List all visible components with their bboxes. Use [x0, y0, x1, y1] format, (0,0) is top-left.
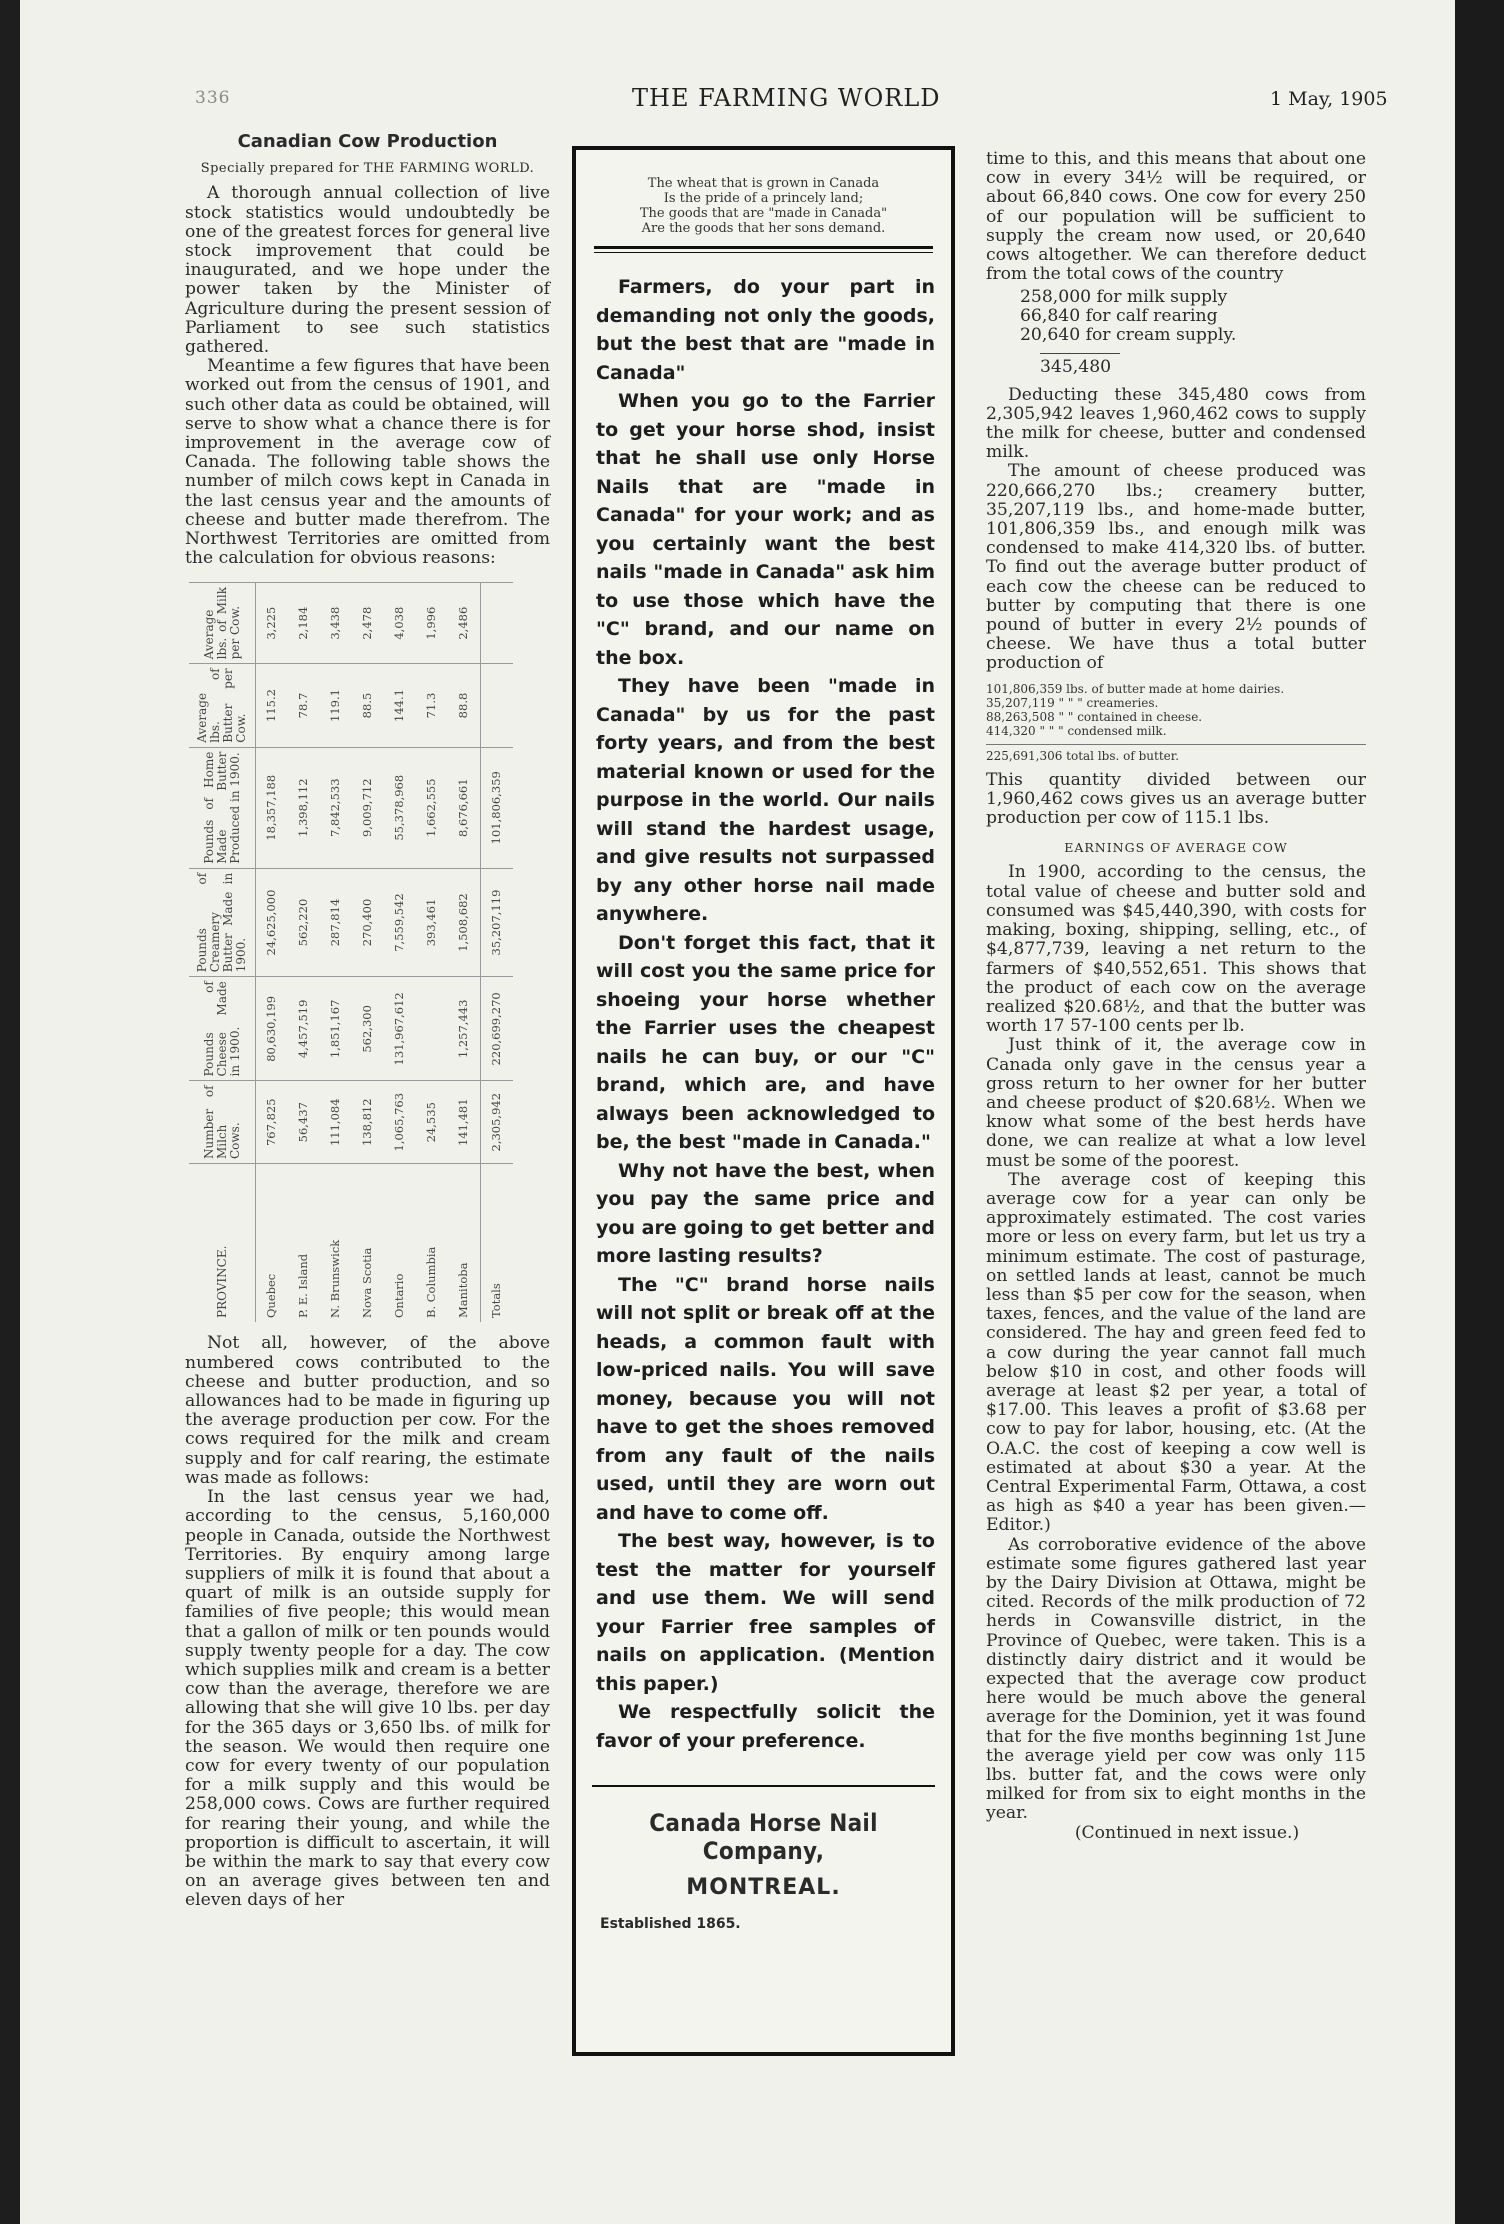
article-paragraph: A thorough annual collection of live stock statistics would undoubtedly be one of the greatest forces for general live stock improvement that could be inaugurated, and we hope under the power taken by the Minister of Agriculture during the present session of Parliament to see such statistics gathered.: [185, 183, 550, 358]
ad-paragraph: When you go to the Farrier to get your horse shod, insist that he shall use only Horse Nails that are "made in Canada" for your work; and as you certainly want the best nails "made in Canada" ask him to use those which have the "C" brand, and our name on the box.: [596, 390, 935, 669]
table-row: B. Columbia 24,535 393,461 1,662,555 71.3 1,996: [416, 583, 448, 1323]
article-subtitle: Specially prepared for THE FARMING WORLD.: [200, 161, 535, 177]
article-paragraph: In the last census year we had, according to the census, 5,160,000 people in Canada, outside the Northwest Territories. By enquiry among large suppliers of milk it is found that about a quart of milk is an outside supply for families of five people; this would mean that a gallon of milk or ten pounds would supply twenty people for a day. The cow which supplies milk and cream is a better cow than the average, therefore we are allowing that she will give 10 lbs. per day for the 365 days or 3,650 lbs. of milk for the season. We would then require one cow for every twenty of our population for a milk supply and this would be 258,000 cows. Cows are further required for rearing their young, and while the proportion is difficult to ascertain, it will be within the mark to say that every cow on an average gives between ten and eleven days of her: [185, 1487, 550, 1911]
article-column-1: [185, 132, 550, 1911]
deduction-list: [1020, 288, 1366, 345]
article-paragraph: Meantime a few figures that have been worked out from the census of 1901, and such other data as could be obtained, will serve to show what a chance there is for improvement in the average cow of Canada. The following table shows the number of milch cows kept in Canada in the last census year and the amounts of cheese and butter made therefrom. The Northwest Territories are omitted from the calculation for obvious reasons:: [185, 356, 550, 569]
ad-paragraph: Don't forget this fact, that it will cost you the same price for shoeing your horse whether the Farrier uses the cheapest nails he can buy, or our "C" brand, which are, and have always been acknowledged to be, the best "made in Canada.": [596, 931, 935, 1153]
ad-body: [596, 273, 935, 1755]
running-header: [20, 84, 1455, 128]
newspaper-page: [20, 0, 1455, 2224]
table-row: Nova Scotia 138,812 562,300 270,400 9,009,712 88.5 2,478: [352, 583, 384, 1323]
table-header: Average lbs. of Butter per Cow.: [189, 664, 256, 747]
list-item: 88,263,508 " " contained in cheese.: [986, 709, 1203, 724]
list-item: 258,000 for milk supply: [1020, 287, 1228, 308]
table-header: Pounds of Home Made Butter Produced in 1900.: [189, 748, 256, 869]
butter-total: 225,691,306 total lbs. of butter.: [986, 744, 1366, 763]
page-number: 336: [195, 88, 231, 108]
article-paragraph: Not all, however, of the above numbered cows contributed to the cheese and butter production, and so allowances had to be made in figuring up the average production per cow. For the cows required for the milk and cream supply and for calf rearing, the estimate was made as follows:: [185, 1333, 550, 1488]
ad-established: Established 1865.: [600, 1916, 741, 1932]
section-heading: EARNINGS OF AVERAGE COW: [1064, 840, 1288, 856]
production-table: [189, 582, 549, 1322]
ad-paragraph: Farmers, do your part in demanding not only the goods, but the best that are "made in Canada": [596, 276, 935, 384]
list-item: 101,806,359 lbs. of butter made at home dairies.: [986, 681, 1285, 696]
issue-date: 1 May, 1905: [1270, 88, 1388, 110]
table-total-row: Totals 2,305,942 220,699,270 35,207,119 101,806,359: [481, 583, 514, 1323]
ad-poem: The wheat that is grown in Canada Is the pride of a princely land; The goods that are "made in Canada" Are the goods that her sons demand.: [639, 176, 888, 236]
deduction-total: 345,480: [1040, 353, 1120, 377]
article-column-3: [986, 150, 1366, 1843]
article-paragraph: Just think of it, the average cow in Canada only gave in the census year a gross return to her owner for her butter and cheese product of $20.68½. When we know what some of the best herds have done, we can realize at what a low level must be some of the poorest.: [986, 1035, 1366, 1171]
table-header: Average lbs. of Milk per Cow.: [189, 583, 256, 664]
article-paragraph: In 1900, according to the census, the total value of cheese and butter sold and consumed was $45,440,390, with costs for making, boxing, shipping, selling, etc., of $4,877,739, leaving a net return to the farmers of $40,552,651. This shows that the product of each cow on the average realized $20.68½, and that the butter was worth 17 57-100 cents per lb.: [986, 862, 1366, 1037]
ad-paragraph: We respectfully solicit the favor of your preference.: [596, 1701, 935, 1752]
table-row: P. E. Island 56,437 4,457,519 562,220 1,398,112 78.7 2,184: [288, 583, 320, 1323]
article-title: Canadian Cow Production: [237, 131, 498, 152]
ad-paragraph: The best way, however, is to test the matter for yourself and use them. We will send your Farrier free samples of nails on application. (Mention this paper.): [596, 1530, 935, 1695]
ad-city: MONTREAL.: [686, 1875, 841, 1900]
list-item: 414,320 " " " condensed milk.: [986, 723, 1167, 738]
butter-breakdown: [986, 682, 1366, 763]
ad-paragraph: The "C" brand horse nails will not split or break off at the heads, a common fault with low-priced nails. You will save money, because you will not have to get the shoes removed from any fault of the nails used, until they are worn out and have to come off.: [596, 1273, 935, 1524]
table-row: Quebec 767,825 80,630,199 24,625,000 18,357,188 115.2 3,225: [256, 583, 289, 1323]
publication-title: THE FARMING WORLD: [632, 84, 941, 112]
ad-double-rule: [594, 246, 933, 253]
list-item: 35,207,119 " " " creameries.: [986, 695, 1159, 710]
table-header: Pounds of Cheese Made in 1900.: [189, 977, 256, 1081]
table-header: PROVINCE.: [189, 1164, 256, 1323]
table-row: Ontario 1,065,763 131,967,612 7,559,542 55,378,968 144.1 4,038: [384, 583, 416, 1323]
article-paragraph: The amount of cheese produced was 220,666,270 lbs.; creamery butter, 35,207,119 lbs., and home-made butter, 101,806,359 lbs., and enough milk was condensed to make 414,320 lbs. of butter. To find out the average butter product of each cow the cheese can be reduced to butter by computing that there is one pound of butter in every 2½ pounds of cheese. We have thus a total butter production of: [986, 461, 1366, 674]
ad-company-name: Canada Horse Nail Company,: [649, 1809, 878, 1865]
article-paragraph: As corroborative evidence of the above estimate some figures gathered last year by the Dairy Division at Ottawa, might be cited. Records of the milk production of 72 herds in Cowansville district, in the Province of Quebec, were taken. This is a distinctly dairy district and it would be expected that the average cow product here would be much above the general average for the Dominion, yet it was found that for the five months beginning 1st June the average yield per cow was only 115 lbs. butter fat, and the cows were only milked for from six to eight months in the year.: [986, 1534, 1366, 1824]
table-row: Manitoba 141,481 1,257,443 1,508,682 8,676,661 88.8 2,486: [448, 583, 481, 1323]
list-item: 20,640 for cream supply.: [1020, 325, 1237, 346]
continued-note: (Continued in next issue.): [1074, 1822, 1300, 1843]
table-header: Pounds of Creamery Butter Made in 1900.: [189, 869, 256, 977]
horse-nail-advertisement: [572, 146, 955, 2056]
scan-margin: [1455, 0, 1504, 2224]
article-paragraph: The average cost of keeping this average cow for a year can only be approximately estimated. The cost varies more or less on every farm, but let us try a minimum estimate. The cost of pasturage, on settled lands at least, cannot be much less than $5 per cow for the season, when taxes, fences, and the value of the land are considered. The hay and green feed fed to a cow during the year cannot fall much below $10 in cost, and other foods will average at least $2 per year, a total of $17.00. This leaves a profit of $3.68 per cow to pay for labor, housing, etc. (At the O.A.C. the cost of keeping a cow well is estimated at about $30 a year. At the Central Experimental Farm, Ottawa, a cost as high as $40 a year has been given.—Editor.): [986, 1169, 1366, 1536]
ad-paragraph: They have been "made in Canada" by us for the past forty years, and from the best material known or used for the purpose in the world. Our nails will stand the hardest usage, and give results not surpassed by any other horse nail made anywhere.: [596, 675, 935, 925]
table-header: Number of Milch Cows.: [189, 1081, 256, 1164]
ad-rule: [592, 1785, 935, 1787]
article-paragraph: time to this, and this means that about one cow in every 34½ will be required, or about 66,840 cows. One cow for every 250 of our population will be sufficient to supply the cream now used, or 20,640 cows altogether. We can therefore deduct from the total cows of the country: [986, 149, 1366, 285]
list-item: 66,840 for calf rearing: [1020, 306, 1218, 327]
article-paragraph: This quantity divided between our 1,960,462 cows gives us an average butter production per cow of 115.1 lbs.: [986, 769, 1366, 829]
table-row: N. Brunswick 111,084 1,851,167 287,814 7,842,533 119.1 3,438: [320, 583, 352, 1323]
ad-paragraph: Why not have the best, when you pay the same price and you are going to get better and more lasting results?: [596, 1159, 935, 1267]
article-paragraph: Deducting these 345,480 cows from 2,305,942 leaves 1,960,462 cows to supply the milk for cheese, butter and condensed milk.: [986, 384, 1366, 463]
